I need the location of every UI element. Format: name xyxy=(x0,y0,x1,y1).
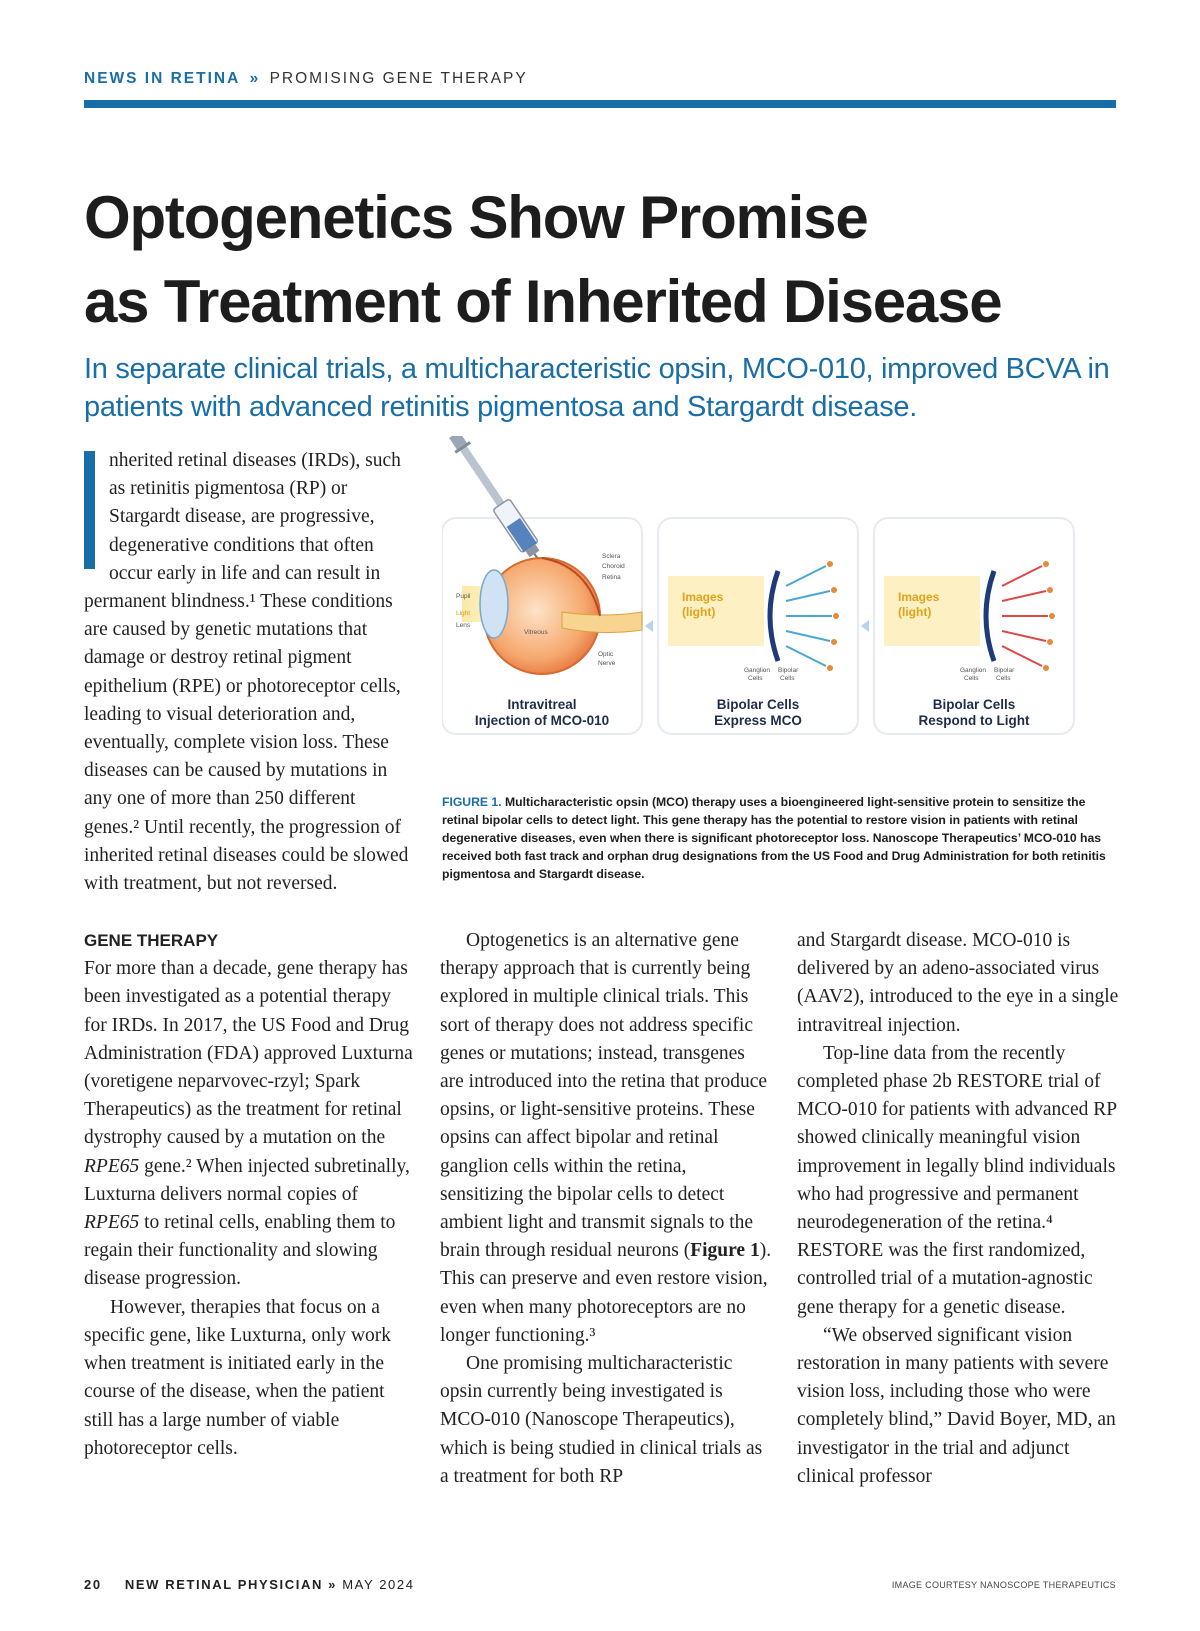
delivery-paragraph: and Stargardt disease. MCO-010 is delivered by an adeno-associated virus (AAV2), introduced to the eye in a single intravitreal injection. xyxy=(797,930,1119,1036)
eye-label-sclera: Sclera xyxy=(602,553,621,560)
gene-therapy-text-a: For more than a decade, gene therapy has been investigated as a potential therapy for IRDs. In 2017, the US Food and Drug Administration (FDA) approved Luxturna (voretigene neparvovec-rzyl; Spark Therapeutics) as the treatment for retinal dystrophy caused by a mutation on the xyxy=(84,958,413,1149)
bipolar-label: Bipolar xyxy=(778,667,799,674)
page-number: 20 xyxy=(84,1577,102,1592)
restore-trial-paragraph: Top-line data from the recently completed phase 2b RESTORE trial of MCO-010 for patients with advanced RP showed clinically meaningful vision improvement in legally blind individuals who had progressive and permanent neurodegeneration of the retina.⁴ RESTORE was the first randomized, controlled trial of a mutation-agnostic gene therapy for a genetic disease. xyxy=(797,1042,1117,1318)
column-1 xyxy=(84,447,414,1463)
panel-1-title-line-2: Injection of MCO-010 xyxy=(474,713,610,728)
arrow-icon xyxy=(645,620,653,632)
section-separator: » xyxy=(249,70,261,87)
eye-label-optic: Optic xyxy=(598,651,614,658)
eye-label-pupil: Pupil xyxy=(456,593,471,600)
optogenetics-text-b: ). This can preserve and even restore vision, even when many photoreceptors are no longer functioning.³ xyxy=(440,1240,772,1346)
eye-label-vitreous: Vitreous xyxy=(524,629,548,636)
caption-label: FIGURE 1. xyxy=(442,795,502,809)
panel-2-title-line-1: Bipolar Cells xyxy=(716,697,800,712)
figure-reference: Figure 1 xyxy=(690,1240,760,1262)
section-topic: PROMISING GENE THERAPY xyxy=(269,70,528,87)
ganglion-label: Ganglion xyxy=(744,667,771,674)
images-label: Images xyxy=(898,590,940,604)
quote-paragraph: “We observed significant vision restoration in many patients with severe vision loss, including those who were completely blind,” David Boyer, MD, an investigator in the trial and adjunct clinical professor xyxy=(797,1324,1116,1487)
title-line-2: as Treatment of Inherited Disease xyxy=(84,268,1002,335)
eye-label-retina: Retina xyxy=(602,574,621,581)
gene-therapy-text-c: to retinal cells, enabling them to regain their functionality and slowing disease progression. xyxy=(84,1212,396,1290)
luxturna-limit-paragraph: However, therapies that focus on a specific gene, like Luxturna, only work when treatment is initiated early in the course of the disease, when the patient still has a large number of viable photoreceptor cells. xyxy=(84,1296,392,1459)
bipolar-cells-label: Cells xyxy=(780,675,795,682)
page-footer xyxy=(84,1577,415,1592)
figure-caption xyxy=(442,793,1122,883)
light-label: (light) xyxy=(898,605,932,619)
section-name: NEWS IN RETINA xyxy=(84,70,241,87)
column-3 xyxy=(797,927,1122,1491)
panel-3-title-line-2: Respond to Light xyxy=(918,713,1030,728)
title-line-1: Optogenetics Show Promise xyxy=(84,184,868,251)
gene-therapy-paragraph xyxy=(84,955,414,1293)
bipolar-cells-label: Cells xyxy=(996,675,1011,682)
panel-1-title-line-1: Intravitreal xyxy=(507,697,577,712)
mco-therapy-diagram xyxy=(442,436,1122,770)
footer-separator: » xyxy=(328,1577,337,1592)
caption-text: Multicharacteristic opsin (MCO) therapy uses a bioengineered light-sensitive protein to sensitize the retinal bipolar cells to detect light. This gene therapy has the potential to restore vision in patients with retinal degenerative diseases, even when there is significant photoreceptor loss. Nanoscope Therapeutics’ MCO-010 has received both fast track and orphan drug designations from the US Food and Drug Administration for both retinitis pigmentosa and Stargardt disease. xyxy=(442,795,1106,881)
arrow-icon xyxy=(861,620,869,632)
ganglion-cells-label: Cells xyxy=(748,675,763,682)
mco-intro-paragraph: One promising multicharacteristic opsin currently being investigated is MCO-010 (Nanoscope Therapeutics), which is being studied in clinical trials as a treatment for both RP xyxy=(440,1353,763,1487)
drop-cap-bar xyxy=(84,451,95,569)
section-header xyxy=(84,70,528,88)
panel-2-title-line-2: Express MCO xyxy=(714,713,802,728)
eye-label-nerve: Nerve xyxy=(598,660,616,667)
panel-3-title-line-1: Bipolar Cells xyxy=(932,697,1016,712)
intro-paragraph xyxy=(84,447,414,898)
issue-date: MAY 2024 xyxy=(342,1577,415,1592)
optogenetics-text-a: Optogenetics is an alternative gene therapy approach that is currently being explored in multiple clinical trials. This sort of therapy does not address specific genes or mutations; instead, transgenes are introduced into the retina that produce opsins, or light-sensitive proteins. These opsins can affect bipolar and retinal ganglion cells within the retina, sensitizing the bipolar cells to detect ambient light and transmit signals to the brain through residual neurons ( xyxy=(440,930,768,1262)
optogenetics-paragraph xyxy=(440,927,772,1350)
gene-therapy-text-b: gene.² When injected subretinally, Luxturna delivers normal copies of xyxy=(84,1155,410,1205)
header-rule xyxy=(84,100,1116,108)
bipolar-label: Bipolar xyxy=(994,667,1015,674)
ganglion-label: Ganglion xyxy=(960,667,987,674)
ganglion-cells-label: Cells xyxy=(964,675,979,682)
article-deck: In separate clinical trials, a multicharacteristic opsin, MCO-010, improved BCVA in patients with advanced retinitis pigmentosa and Stargardt disease. xyxy=(84,353,1110,423)
light-label: (light) xyxy=(682,605,716,619)
article-title xyxy=(84,176,1144,344)
eye-label-light: Light xyxy=(456,610,471,617)
figure-1 xyxy=(442,436,1122,770)
eye-label-choroid: Choroid xyxy=(602,563,625,570)
images-label: Images xyxy=(682,590,724,604)
eye-label-lens: Lens xyxy=(456,622,471,629)
subhead-gene-therapy: GENE THERAPY xyxy=(84,931,219,951)
gene-name: RPE65 xyxy=(84,1155,140,1177)
publication-name: NEW RETINAL PHYSICIAN xyxy=(124,1577,323,1592)
column-2 xyxy=(440,927,772,1491)
gene-name: RPE65 xyxy=(84,1212,140,1234)
image-credit: IMAGE COURTESY NANOSCOPE THERAPEUTICS xyxy=(891,1580,1116,1590)
intro-text: nherited retinal diseases (IRDs), such as retinitis pigmentosa (RP) or Stargardt disease, are progressive, degenerative conditions that often occur early in life and can result in permanent blindness.¹ These conditions are caused by genetic mutations that damage or destroy retinal pigment epithelium (RPE) or photoreceptor cells, leading to visual deterioration and, eventually, complete vision loss. These diseases can be caused by mutations in any one of more than 250 different genes.² Until recently, the progression of inherited retinal diseases could be slowed with treatment, but not reversed. xyxy=(84,450,409,895)
